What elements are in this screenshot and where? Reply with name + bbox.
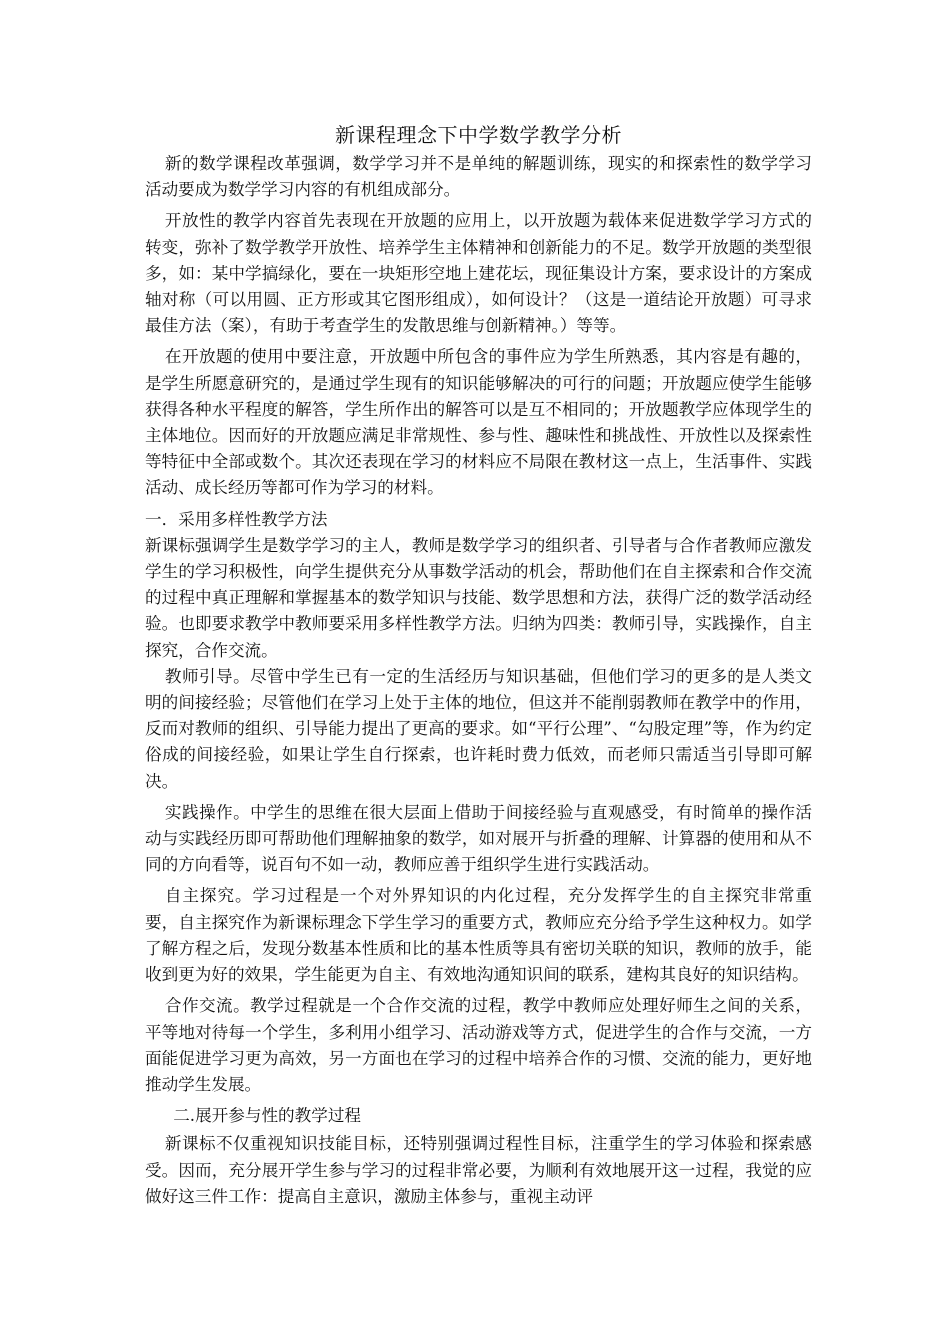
page-title: 新课程理念下中学数学教学分析 xyxy=(335,123,622,147)
section-1-paragraph-cooperation: 合作交流。教学过程就是一个合作交流的过程，教学中教师应处理好师生之间的关系，平等地对待每一个学生，多利用小组学习、活动游戏等方式，促进学生的合作与交流，一方面能促进学习更为高效，另一方面也在学习的过程中培养合作的习惯、交流的能力，更好地推动学生发展。 xyxy=(145,996,812,1094)
section-1-paragraph-self-inquiry: 自主探究。学习过程是一个对外界知识的内化过程，充分发挥学生的自主探究非常重要，自主探究作为新课标理念下学生学习的重要方式，教师应充分给予学生这种权力。如学了解方程之后，发现分数基本性质和比的基本性质等具有密切关联的知识，教师的放手，能收到更为好的效果，学生能更为自主、有效地沟通知识间的联系，建构其良好的知识结构。 xyxy=(145,886,812,985)
section-1-intro: 新课标强调学生是数学学习的主人，教师是数学学习的组织者、引导者与合作者教师应激发学生的学习积极性，向学生提供充分从事数学活动的机会，帮助他们在自主探索和合作交流的过程中真正理解和掌握基本的数学知识与技能、数学思想和方法，获得广泛的数学活动经验。也即要求教学中教师要采用多样性教学方法。归纳为四类：教师引导，实践操作，自主探究，合作交流。 xyxy=(145,535,812,660)
paragraph-1: 新的数学课程改革强调，数学学习并不是单纯的解题训练，现实的和探索性的数学学习活动要成为数学学习内容的有机组成部分。 xyxy=(145,154,812,200)
paragraph-2: 开放性的教学内容首先表现在开放题的应用上，以开放题为载体来促进数学学习方式的转变，弥补了数学教学开放性、培养学生主体精神和创新能力的不足。数学开放题的类型很多，如：某中学搞绿化，要在一块矩形空地上建花坛，现征集设计方案，要求设计的方案成轴对称（可以用圆、正方形或其它图形组成），如何设计？（这是一道结论开放题）可寻求最佳方法（案），有助于考查学生的发散思维与创新精神。）等等。 xyxy=(145,211,812,336)
section-1-heading: 一．采用多样性教学方法 xyxy=(145,509,328,529)
section-1-paragraph-practice: 实践操作。中学生的思维在很大层面上借助于间接经验与直观感受，有时简单的操作活动与实践经历即可帮助他们理解抽象的数学，如对展开与折叠的理解、计算器的使用和从不同的方向看等，说百句不如一动，教师应善于组织学生进行实践活动。 xyxy=(145,802,812,875)
document-page xyxy=(145,122,812,1215)
section-2-heading: 二.展开参与性的教学过程 xyxy=(173,1106,362,1126)
section-2-paragraph-1: 新课标不仅重视知识技能目标，还特别强调过程性目标，注重学生的学习体验和探索感受。因而，充分展开学生参与学习的过程非常必要，为顺利有效地展开这一过程，我觉的应做好这三件工作：提高自主意识，激励主体参与，重视主动评 xyxy=(145,1134,812,1206)
paragraph-3: 在开放题的使用中要注意，开放题中所包含的事件应为学生所熟悉，其内容是有趣的，是学生所愿意研究的，是通过学生现有的知识能够解决的可行的问题；开放题应使学生能够获得各种水平程度的解答，学生所作出的解答可以是互不相同的；开放题教学应体现学生的主体地位。因而好的开放题应满足非常规性、参与性、趣味性和挑战性、开放性以及探索性等特征中全部或数个。其次还表现在学习的材料应不局限在教材这一点上，生活事件、实践活动、成长经历等都可作为学习的材料。 xyxy=(145,347,812,498)
section-1-paragraph-teacher-guidance: 教师引导。尽管中学生已有一定的生活经历与知识基础，但他们学习的更多的是人类文明的间接经验；尽管他们在学习上处于主体的地位，但这并不能削弱教师在教学中的作用，反而对教师的组织、引导能力提出了更高的要求。如“平行公理”、“勾股定理”等，作为约定俗成的间接经验，如果让学生自行探索，也许耗时费力低效，而老师只需适当引导即可解决。 xyxy=(145,666,812,791)
